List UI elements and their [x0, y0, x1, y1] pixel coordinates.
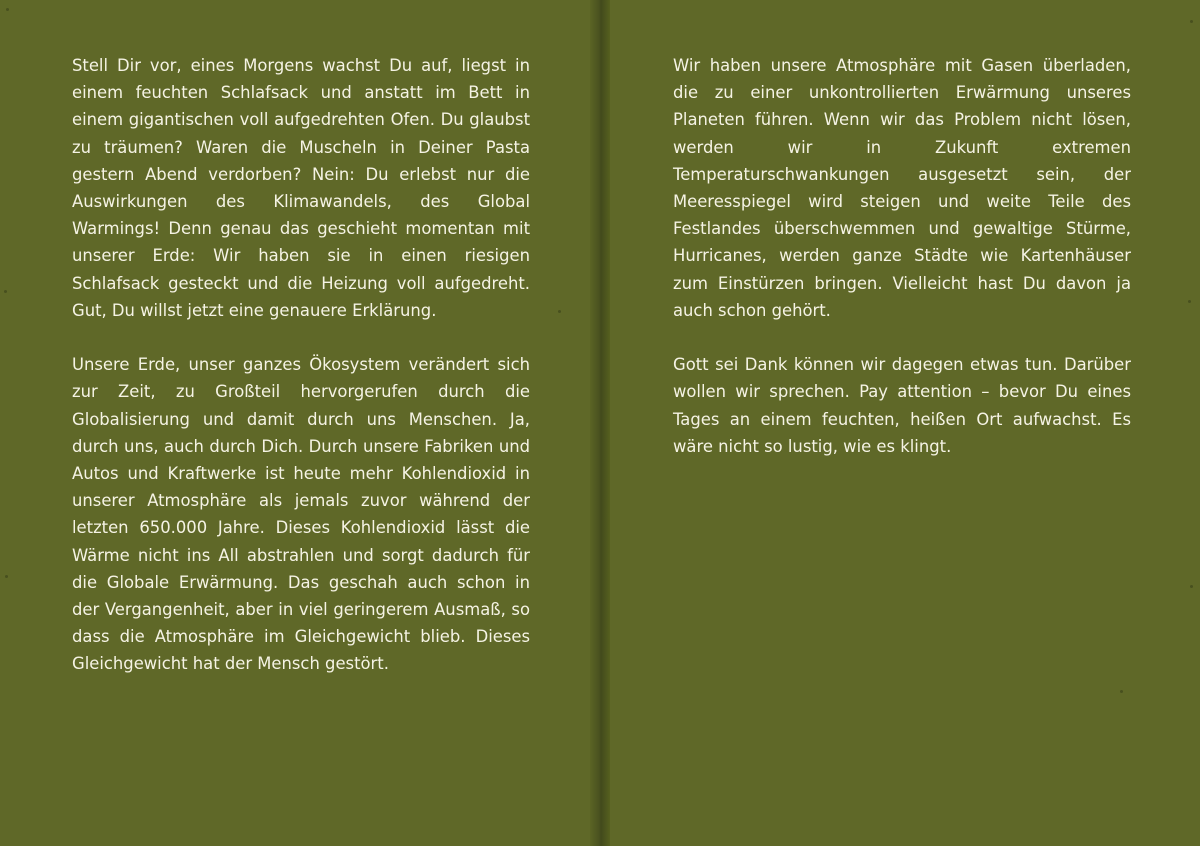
paragraph: Gott sei Dank können wir dagegen etwas tun. Darüber wollen wir sprechen. Pay attention – bevor Du eines Tages an einem feuchten, heißen Ort aufwachst. Es wäre nicht so lustig, wie es klingt. [673, 355, 1131, 456]
paper-speck [1190, 585, 1193, 588]
right-text-column [673, 52, 1131, 487]
paper-speck [6, 8, 9, 11]
paper-speck [558, 310, 561, 313]
left-text-column [72, 52, 530, 705]
paper-speck [1188, 300, 1191, 303]
paper-speck [4, 290, 7, 293]
paper-speck [5, 575, 8, 578]
paper-speck [1190, 20, 1193, 23]
paragraph: Stell Dir vor, eines Morgens wachst Du auf, liegst in einem feuchten Schlafsack und anstatt im Bett in einem gigantischen voll aufgedrehten Ofen. Du glaubst zu träumen? Waren die Muscheln in Deiner Pasta gestern Abend verdorben? Nein: Du erlebst nur die Auswirkungen des Klimawandels, des Global Warmings! Denn genau das geschieht momentan mit unserer Erde: Wir haben sie in einen riesigen Schlafsack gesteckt und die Heizung voll aufgedreht. Gut, Du willst jetzt eine genauere Erklärung. [72, 56, 530, 320]
paragraph: Wir haben unsere Atmosphäre mit Gasen überladen, die zu einer unkontrollierten Erwärmung unseres Planeten führen. Wenn wir das Problem nicht lösen, werden wir in Zukunft extremen Temperaturschwankungen ausgesetzt sein, der Meeresspiegel wird steigen und weite Teile des Festlandes überschwemmen und gewaltige Stürme, Hurricanes, werden ganze Städte wie Kartenhäuser zum Einstürzen bringen. Vielleicht hast Du davon ja auch schon gehört. [673, 56, 1131, 320]
book-gutter [590, 0, 610, 846]
paragraph: Unsere Erde, unser ganzes Ökosystem verändert sich zur Zeit, zu Großteil hervorgerufen durch die Globalisierung und damit durch uns Menschen. Ja, durch uns, auch durch Dich. Durch unsere Fabriken und Autos und Kraftwerke ist heute mehr Kohlendioxid in unserer Atmosphäre als jemals zuvor während der letzten 650.000 Jahre. Dieses Kohlendioxid lässt die Wärme nicht ins All abstrahlen und sorgt dadurch für die Globale Erwärmung. Das geschah auch schon in der Vergangenheit, aber in viel geringerem Ausmaß, so dass die Atmosphäre im Gleichgewicht blieb. Dieses Gleichgewicht hat der Mensch gestört. [72, 355, 530, 674]
paper-speck [1120, 690, 1123, 693]
